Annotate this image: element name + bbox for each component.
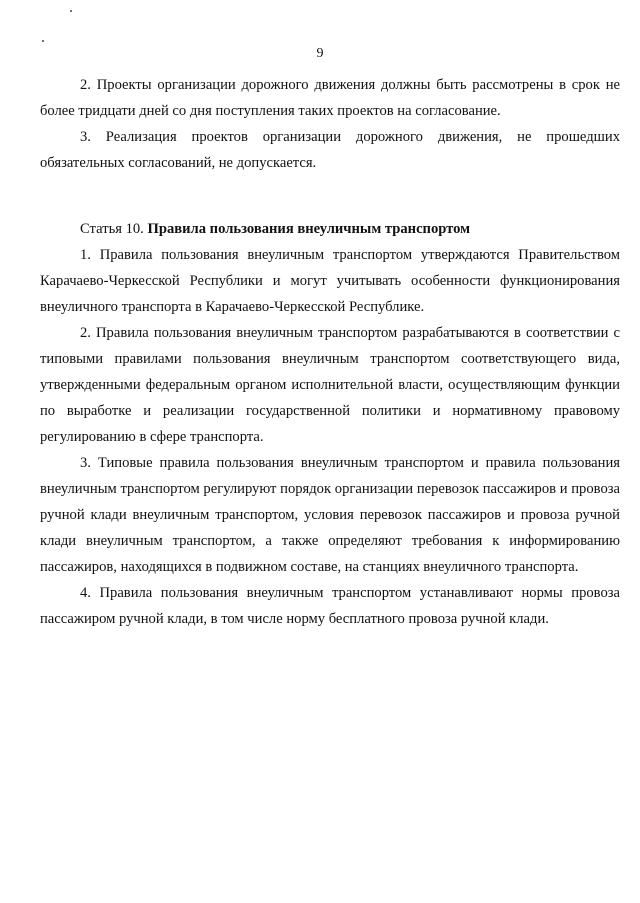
paragraph: 2. Правила пользования внеуличным транспортом разрабатываются в соответствии с типовыми правилами пользования внеуличным транспортом соответствующего вида, утвержденными федеральным органом исполнительной власти, осуществляющим функции по выработке и реализации государственной политики и нормативному правовому регулированию в сфере транспорта. (40, 325, 620, 445)
paragraph: 3. Реализация проектов организации дорожного движения, не прошедших обязательных согласований, не допускается. (40, 129, 620, 171)
scan-speck (42, 40, 44, 42)
document-body (40, 72, 620, 632)
paragraph: 3. Типовые правила пользования внеуличным транспортом и правила пользования внеуличным транспортом регулируют порядок организации перевозок пассажиров и провоза ручной клади внеуличным транспортом, условия перевозок пассажиров и провоза ручной клади внеуличным транспортом, а также определяют требования к информированию пассажиров, находящихся в подвижном составе, на станциях внеуличного транспорта. (40, 455, 620, 575)
page-number: 9 (316, 46, 324, 61)
article-number: Статья 10. (80, 221, 144, 237)
paragraph: 1. Правила пользования внеуличным транспортом утверждаются Правительством Карачаево-Черкесской Республики и могут учитывать особенности функционирования внеуличного транспорта в Карачаево-Черкесской Республике. (40, 247, 620, 315)
paragraph: 2. Проекты организации дорожного движения должны быть рассмотрены в срок не более тридцати дней со дня поступления таких проектов на согласование. (40, 77, 620, 119)
paragraph: 4. Правила пользования внеуличным транспортом устанавливают нормы провоза пассажиром ручной клади, в том числе норму бесплатного провоза ручной клади. (40, 585, 620, 627)
scan-speck (70, 10, 72, 12)
article-heading (40, 216, 620, 242)
article-title: Правила пользования внеуличным транспортом (147, 221, 471, 237)
